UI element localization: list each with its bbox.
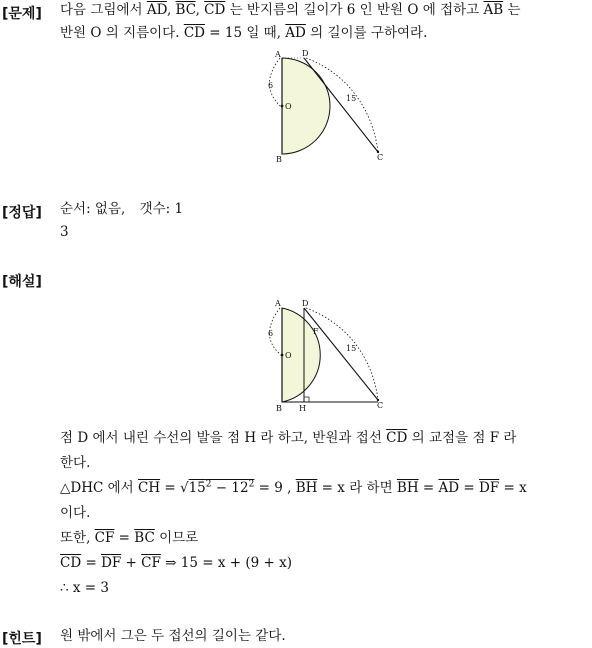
label-15: 15 [346, 94, 357, 103]
problem-text [60, 0, 586, 45]
solution-line-7: ∴ x = 3 [60, 580, 109, 596]
right-angle-mark [304, 397, 309, 402]
problem-figure [266, 48, 392, 166]
label-d: D [302, 299, 309, 308]
label-a: A [275, 299, 281, 308]
answer-order: 순서: 없음, [60, 201, 126, 217]
label-6: 6 [268, 81, 274, 90]
solution-line-1: 점 D 에서 내린 수선의 발을 점 H 라 하고, 반원과 접선 $\overline{CD}$ 의 교점을 점 F 라 [60, 430, 517, 446]
problem-tag: [문제] [2, 6, 42, 22]
label-6: 6 [268, 329, 274, 338]
answer-text [60, 198, 586, 244]
label-h: H [299, 404, 306, 413]
hint-tag: [힌트] [2, 631, 42, 647]
label-d: D [302, 49, 309, 58]
solution-line-6: $\overline{CD} = \overline{DF} + \overline{CF}$ ⇒ 15 = x + (9 + x) [60, 555, 292, 571]
label-f: F [313, 327, 319, 336]
answer-value: 3 [60, 224, 69, 240]
solution-line-3: △DHC 에서 $\overline{CH} = √15^2 - 12^2 = 9$ , $\overline{BH} = x$ 라 하면 $\overline{BH} = \overline{AD} = \overline{DF} = x$ [60, 479, 527, 496]
solution-line-5: 또한, $\overline{CF} = \overline{BC}$ 이므로 [60, 530, 199, 546]
label-b: B [276, 155, 282, 164]
label-a: A [275, 50, 281, 59]
label-b: B [276, 404, 282, 413]
answer-count: 갯수: 1 [139, 201, 184, 217]
label-c: C [377, 401, 384, 410]
solution-line-2: 한다. [60, 455, 91, 471]
answer-tag: [정답] [2, 205, 42, 221]
label-o: O [285, 102, 292, 111]
solution-figure [266, 296, 392, 416]
label-15: 15 [346, 344, 357, 353]
label-o: O [285, 351, 292, 360]
solution-line-4: 이다. [60, 505, 91, 521]
problem-line-1: 다음 그림에서 $\overline{AD}$, $\overline{BC}$, $\overline{CD}$ 는 반지름의 길이가 6 인 반원 O 에 접하고 $\overline{AB}$ 는 [60, 2, 521, 18]
hint-text: 원 밖에서 그은 두 접선의 길이는 같다. [60, 628, 286, 644]
label-c: C [377, 153, 384, 162]
solution-tag: [해설] [2, 274, 42, 290]
problem-line-2: 반원 O 의 지름이다. $\overline{CD} = 15$ 일 때, $\overline{AD}$ 의 길이를 구하여라. [60, 25, 428, 41]
